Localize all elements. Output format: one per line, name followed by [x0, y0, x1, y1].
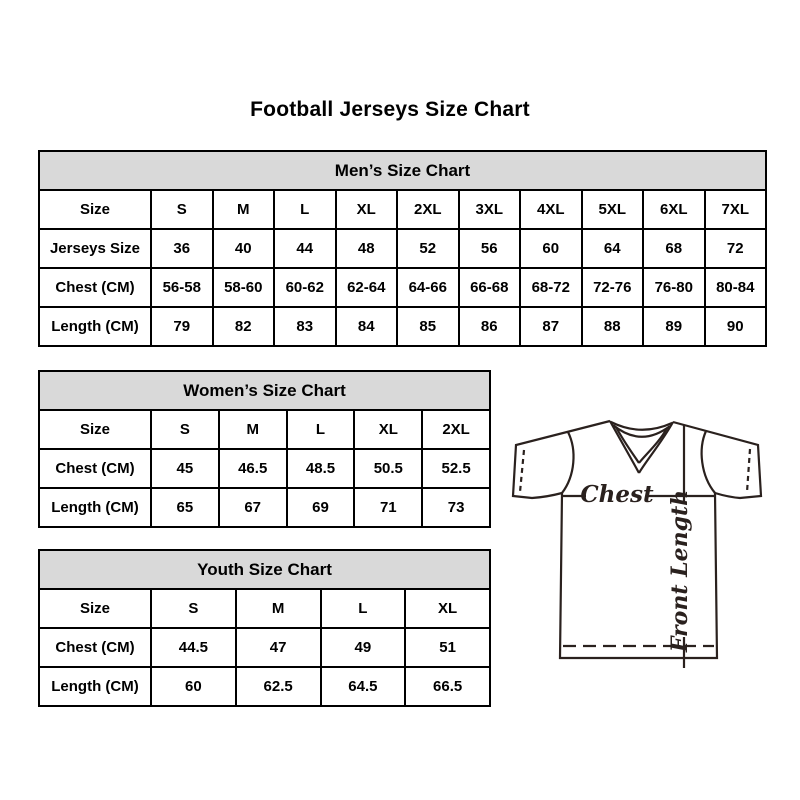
value-cell: 65 — [151, 488, 219, 527]
table-row — [39, 307, 766, 346]
value-cell: 44.5 — [151, 628, 236, 667]
value-cell: 2XL — [397, 190, 459, 229]
value-cell: 3XL — [459, 190, 521, 229]
value-cell: L — [287, 410, 355, 449]
value-cell: L — [321, 589, 406, 628]
value-cell: 48.5 — [287, 449, 355, 488]
value-cell: 88 — [582, 307, 644, 346]
row-label-cell: Chest (CM) — [39, 449, 151, 488]
value-cell: 44 — [274, 229, 336, 268]
value-cell: 60-62 — [274, 268, 336, 307]
value-cell: L — [274, 190, 336, 229]
table-header-row — [39, 151, 766, 190]
row-label-cell: Length (CM) — [39, 307, 151, 346]
value-cell: 84 — [336, 307, 398, 346]
chest-label: Chest — [580, 481, 654, 508]
value-cell: 50.5 — [354, 449, 422, 488]
table-row — [39, 268, 766, 307]
sleeve-dash-right — [747, 449, 750, 492]
value-cell: 80-84 — [705, 268, 767, 307]
sleeve-seam-left — [562, 432, 574, 493]
sleeve-seam-right — [702, 431, 715, 493]
value-cell: 52.5 — [422, 449, 490, 488]
value-cell: 48 — [336, 229, 398, 268]
table-header-row — [39, 550, 490, 589]
value-cell: XL — [336, 190, 398, 229]
value-cell: 45 — [151, 449, 219, 488]
value-cell: 87 — [520, 307, 582, 346]
value-cell: 56 — [459, 229, 521, 268]
table-row — [39, 589, 490, 628]
value-cell: S — [151, 589, 236, 628]
value-cell: XL — [354, 410, 422, 449]
table-row — [39, 190, 766, 229]
value-cell: 46.5 — [219, 449, 287, 488]
value-cell: 64.5 — [321, 667, 406, 706]
value-cell: 4XL — [520, 190, 582, 229]
womens-size-table — [38, 370, 491, 528]
value-cell: 64-66 — [397, 268, 459, 307]
value-cell: 52 — [397, 229, 459, 268]
value-cell: 82 — [213, 307, 275, 346]
row-label-cell: Chest (CM) — [39, 268, 151, 307]
value-cell: 51 — [405, 628, 490, 667]
value-cell: 47 — [236, 628, 321, 667]
youth-size-table — [38, 549, 491, 707]
collar-back-line — [611, 422, 672, 430]
value-cell: 69 — [287, 488, 355, 527]
row-label-cell: Size — [39, 190, 151, 229]
value-cell: 40 — [213, 229, 275, 268]
table-row — [39, 449, 490, 488]
value-cell: 85 — [397, 307, 459, 346]
value-cell: 58-60 — [213, 268, 275, 307]
value-cell: 68-72 — [520, 268, 582, 307]
row-label-cell: Size — [39, 410, 151, 449]
value-cell: S — [151, 410, 219, 449]
value-cell: 60 — [151, 667, 236, 706]
value-cell: 90 — [705, 307, 767, 346]
value-cell: 36 — [151, 229, 213, 268]
value-cell: 64 — [582, 229, 644, 268]
youth-size-chart-title: Youth Size Chart — [39, 550, 490, 589]
value-cell: 49 — [321, 628, 406, 667]
row-label-cell: Chest (CM) — [39, 628, 151, 667]
row-label-cell: Jerseys Size — [39, 229, 151, 268]
table-row — [39, 229, 766, 268]
womens-size-chart-title: Women’s Size Chart — [39, 371, 490, 410]
value-cell: 5XL — [582, 190, 644, 229]
jersey-outline — [513, 421, 761, 658]
value-cell: M — [219, 410, 287, 449]
value-cell: XL — [405, 589, 490, 628]
table-row — [39, 667, 490, 706]
value-cell: 60 — [520, 229, 582, 268]
value-cell: 7XL — [705, 190, 767, 229]
table-row — [39, 410, 490, 449]
value-cell: M — [236, 589, 321, 628]
page-title: Football Jerseys Size Chart — [250, 98, 530, 121]
value-cell: 89 — [643, 307, 705, 346]
table-row — [39, 488, 490, 527]
mens-size-chart-title: Men’s Size Chart — [39, 151, 766, 190]
table-row — [39, 628, 490, 667]
value-cell: 83 — [274, 307, 336, 346]
value-cell: 66-68 — [459, 268, 521, 307]
value-cell: 72 — [705, 229, 767, 268]
table-header-row — [39, 371, 490, 410]
value-cell: 68 — [643, 229, 705, 268]
value-cell: M — [213, 190, 275, 229]
value-cell: 86 — [459, 307, 521, 346]
value-cell: 62.5 — [236, 667, 321, 706]
value-cell: 6XL — [643, 190, 705, 229]
row-label-cell: Length (CM) — [39, 667, 151, 706]
sleeve-dash-left — [520, 450, 524, 492]
row-label-cell: Length (CM) — [39, 488, 151, 527]
value-cell: 62-64 — [336, 268, 398, 307]
value-cell: 79 — [151, 307, 213, 346]
value-cell: 67 — [219, 488, 287, 527]
mens-size-table — [38, 150, 767, 347]
value-cell: 73 — [422, 488, 490, 527]
vneck-inner-right — [639, 428, 667, 463]
vneck-inner-left — [616, 427, 639, 463]
value-cell: 2XL — [422, 410, 490, 449]
front-length-label: Front Length — [667, 489, 693, 653]
jersey-measurement-diagram — [500, 396, 782, 678]
value-cell: 66.5 — [405, 667, 490, 706]
value-cell: 56-58 — [151, 268, 213, 307]
value-cell: 71 — [354, 488, 422, 527]
value-cell: 72-76 — [582, 268, 644, 307]
value-cell: S — [151, 190, 213, 229]
row-label-cell: Size — [39, 589, 151, 628]
value-cell: 76-80 — [643, 268, 705, 307]
